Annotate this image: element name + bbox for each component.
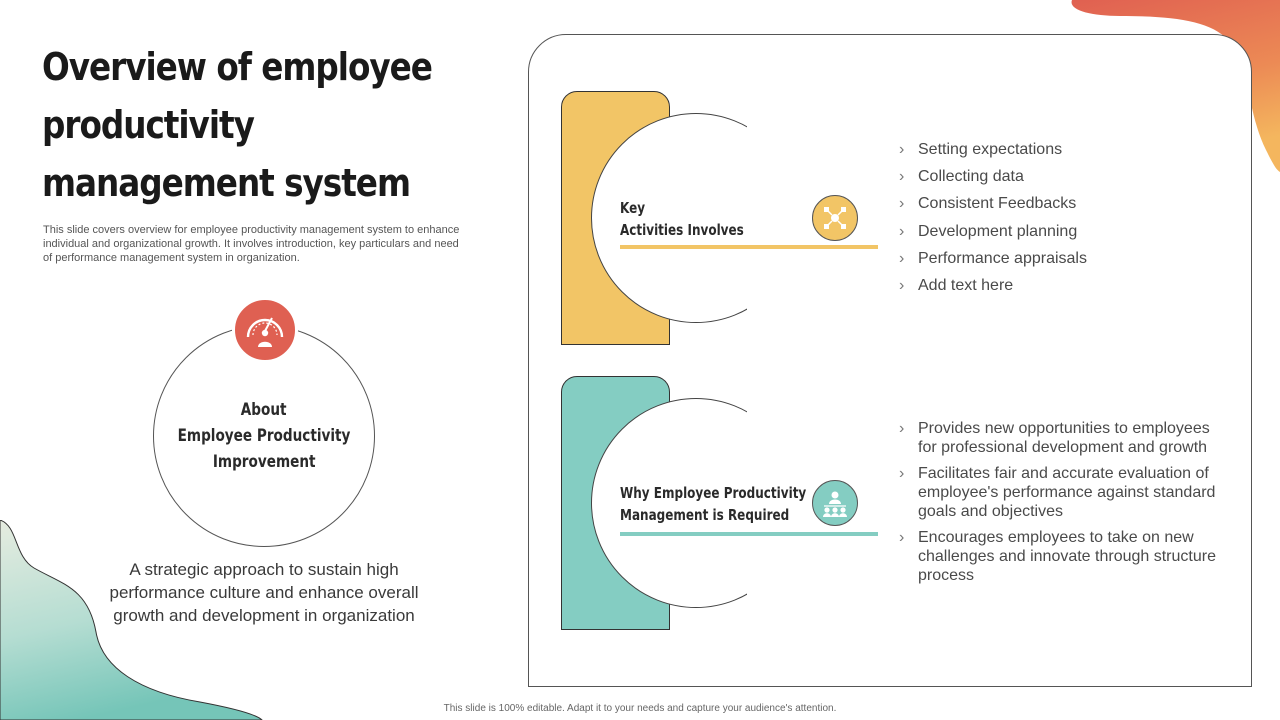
- about-title-line-2: Employee Productivity: [177, 426, 351, 446]
- list-item: › Collecting data: [899, 167, 1229, 187]
- page-title: Overview of employee productivity management system: [42, 45, 432, 205]
- footer-note: This slide is 100% editable. Adapt it to your needs and capture your audience's attention.: [443, 703, 837, 714]
- why-required-list: [899, 419, 1229, 592]
- gauge-user-icon: [232, 297, 298, 363]
- about-description: A strategic approach to sustain high performance culture and enhance overall growth and development in organization: [109, 560, 419, 625]
- key-activities-title-line-2: Activities Involves: [620, 221, 744, 239]
- list-item: › Provides new opportunities to employees for professional development and growth: [899, 419, 1229, 457]
- why-required-title-line-1: Why Employee Productivity: [620, 484, 807, 502]
- why-required-underline: [620, 532, 878, 536]
- list-item: › Encourages employees to take on new challenges and innovate through structure process: [899, 528, 1229, 585]
- list-item: › Consistent Feedbacks: [899, 194, 1229, 214]
- network-hub-icon: [812, 195, 858, 241]
- list-item: › Facilitates fair and accurate evaluation of employee's performance against standard goals and objectives: [899, 464, 1229, 521]
- list-item: › Setting expectations: [899, 140, 1229, 160]
- about-title-line-1: About: [241, 400, 287, 420]
- team-icon: [812, 480, 858, 526]
- why-required-title: [620, 482, 806, 526]
- about-title-line-3: Improvement: [212, 452, 316, 472]
- key-activities-title-line-1: Key: [620, 199, 646, 217]
- list-item: › Add text here: [899, 276, 1229, 296]
- key-activities-title: [620, 197, 744, 241]
- key-activities-list: [899, 140, 1229, 303]
- key-activities-underline: [620, 245, 878, 249]
- list-item: › Development planning: [899, 222, 1229, 242]
- why-required-title-line-2: Management is Required: [620, 506, 790, 524]
- list-item: › Performance appraisals: [899, 249, 1229, 269]
- page-subtitle: This slide covers overview for employee productivity management system to enhance individual and organizational growth. It involves introduction, key particulars and need of performance management system in organization.: [43, 224, 460, 264]
